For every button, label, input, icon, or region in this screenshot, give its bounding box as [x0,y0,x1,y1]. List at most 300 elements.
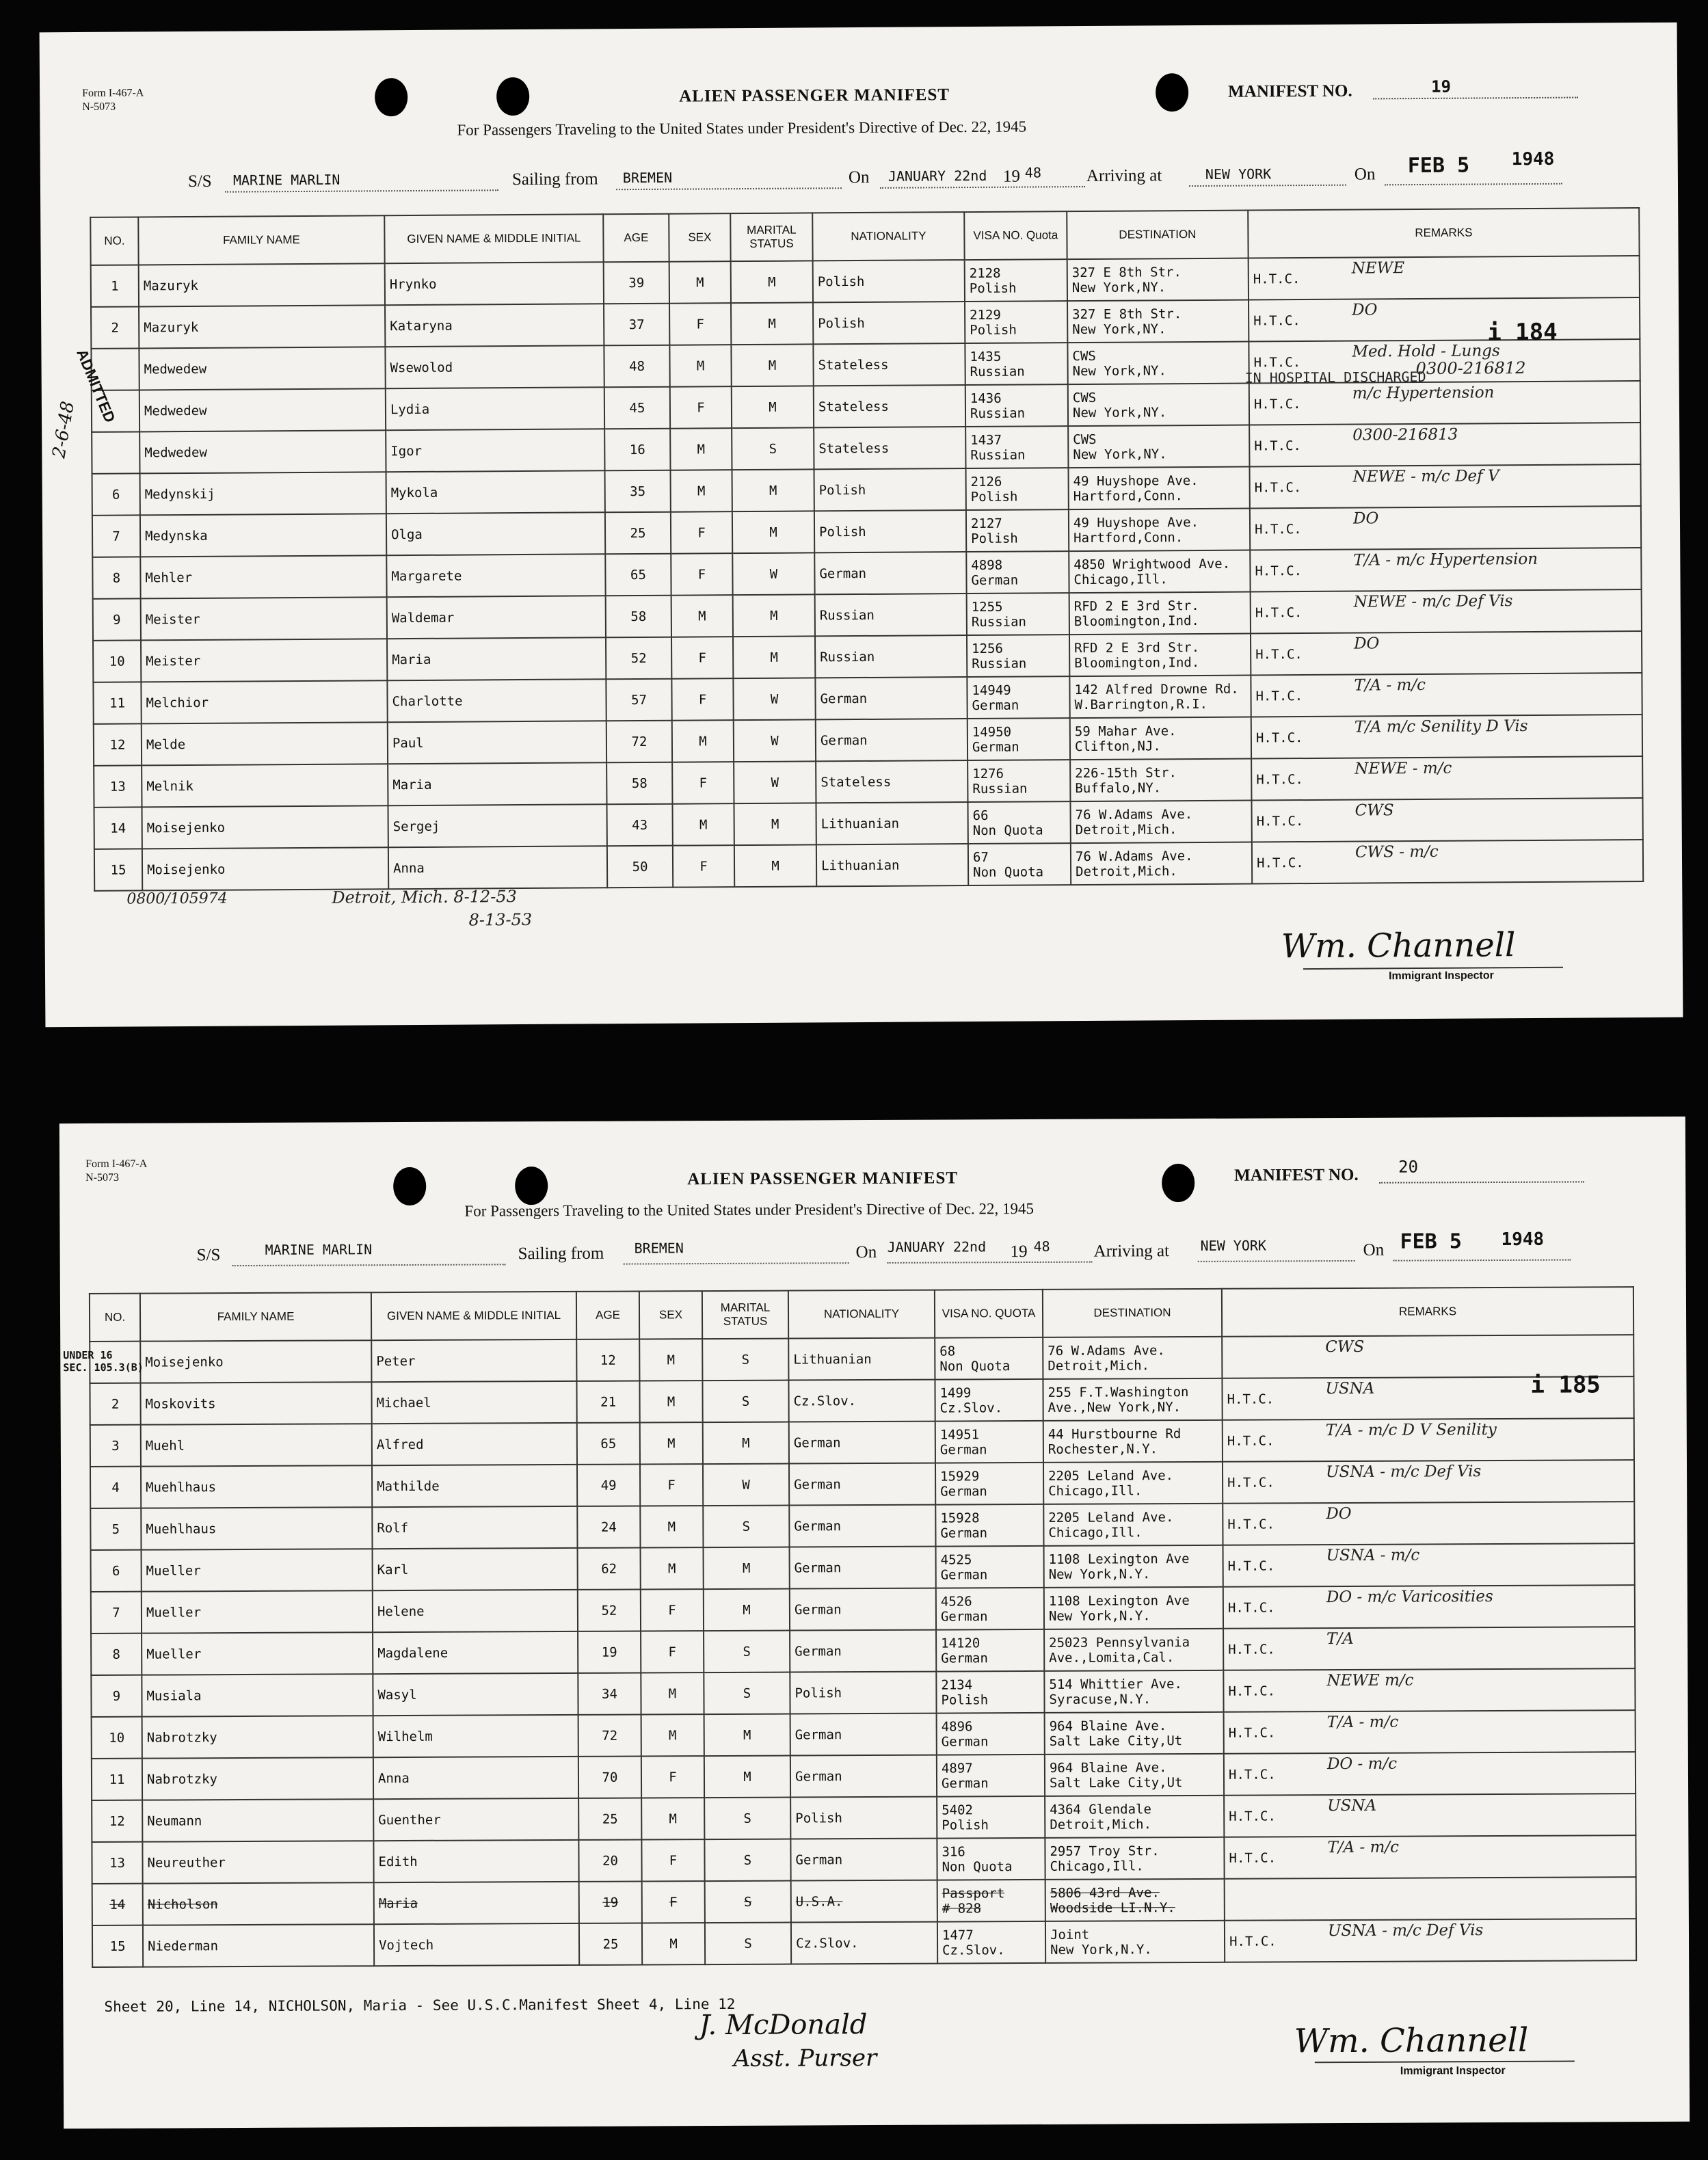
given-name: Karl [373,1548,578,1590]
visa-number: Passport # 828 [937,1880,1045,1922]
row-number: 13 [92,1842,142,1884]
arrival-underline [1198,1260,1355,1262]
remark-note: CWS [1355,801,1394,820]
age: 58 [606,596,671,638]
nationality: Stateless [816,760,968,803]
destination: 964 Blaine Ave. Salt Lake City,Ut [1045,1712,1224,1755]
age: 57 [606,679,671,721]
marital-status: M [731,302,813,345]
remark-note: T/A - m/c D V Senility [1325,1421,1497,1440]
age: 49 [577,1464,640,1506]
sex: F [641,1631,704,1672]
remarks [1249,256,1640,299]
nationality: Polish [813,302,965,344]
remark-note: USNA [1327,1796,1377,1815]
row-number: 3 [90,1425,141,1467]
destination: 2205 Leland Ave. Chicago,Ill. [1043,1504,1223,1546]
marital-status: S [702,1339,788,1381]
htc-mark: H.T.C. [1227,1432,1275,1449]
header-family-name: FAMILY NAME [140,1292,371,1341]
age: 52 [578,1589,641,1631]
destination: Joint New York,N.Y. [1045,1921,1225,1963]
htc-mark: H.T.C. [1255,688,1303,704]
sex: M [672,803,734,846]
marital-status: W [734,719,816,762]
htc-mark: H.T.C. [1256,771,1303,787]
htc-mark: H.T.C. [1255,730,1303,745]
remark-note: T/A - m/c [1326,1713,1399,1732]
header-remarks: REMARKS [1248,208,1639,258]
destination: 76 W.Adams Ave. Detroit,Mich. [1071,842,1252,885]
age: 52 [606,637,671,680]
given-name: Wilhelm [373,1715,578,1757]
destination: CWS New York,NY. [1067,342,1249,385]
given-name: Margarete [386,554,605,597]
sex: F [641,1589,704,1631]
family-name: Melde [142,722,388,765]
nationality: Cz.Slov. [791,1922,937,1964]
sailing-year: 48 [1024,164,1042,181]
given-name: Vojtech [374,1923,579,1966]
sailing-date: JANUARY 22nd [887,1238,987,1255]
given-name: Peter [371,1339,576,1382]
nationality: German [790,1714,937,1756]
arrival-date-underline [1393,1259,1571,1262]
htc-mark: H.T.C. [1253,396,1301,412]
remarks [1251,756,1642,800]
manifest-number: 20 [1398,1157,1419,1177]
remarks [1249,297,1640,341]
visa-number: 14950 German [968,718,1070,760]
nationality: German [790,1588,936,1631]
given-name: Anna [373,1757,578,1799]
family-name: Mazuryk [139,263,385,306]
remarks [1249,381,1640,425]
age: 25 [578,1798,641,1839]
remarks [1249,464,1640,508]
purser-signature: J. McDonald [699,2009,868,2042]
row-number: 12 [94,723,142,765]
age: 35 [605,470,671,513]
family-name: Medynskij [140,472,386,515]
remark-note: Med. Hold - Lungs [1352,342,1500,361]
sex: M [640,1422,703,1464]
punch-hole [1162,1164,1195,1202]
punch-hole [1156,73,1188,111]
admission-date-note: 2-6-48 [49,399,79,460]
htc-mark: H.T.C. [1229,1808,1276,1824]
visa-number: 67 Non Quota [968,843,1071,885]
header-visa: VISA NO. QUOTA [935,1290,1043,1338]
punch-hole [515,1166,548,1205]
ship-label: S/S [187,172,212,191]
passenger-table [90,207,1644,892]
destination: RFD 2 E 3rd Str. Bloomington,Ind. [1069,634,1251,677]
nationality: Polish [790,1672,936,1714]
marital-status: M [704,1547,790,1590]
remark-note: DO [1326,1504,1352,1523]
manifest-sheet-19 [40,23,1683,1028]
row-number: 2 [91,306,139,348]
destination: 4850 Wrightwood Ave. Chicago,Ill. [1069,550,1250,594]
sailing-underline [616,187,842,190]
header-visa: VISA NO. Quota [964,211,1067,260]
ship-name: MARINE MARLIN [232,171,341,189]
htc-mark: H.T.C. [1227,1516,1275,1532]
given-name: Paul [388,721,606,764]
given-name: Olga [386,512,605,555]
given-name: Mathilde [372,1465,577,1507]
remark-note: USNA [1325,1379,1375,1398]
destination: 1108 Lexington Ave New York,N.Y. [1044,1545,1223,1588]
nationality: Polish [813,260,965,302]
htc-mark: H.T.C. [1255,646,1303,662]
htc-mark: H.T.C. [1229,1850,1277,1866]
signature-line [1303,967,1563,970]
table-row [91,1668,1635,1717]
family-name: Nabrotzky [142,1716,373,1758]
marital-status: M [704,1756,790,1798]
row-number: 6 [92,473,140,515]
nationality: U.S.A. [791,1880,937,1923]
detroit-note: Detroit, Mich. 8-12-53 [332,887,517,907]
ship-underline [232,1264,506,1266]
given-name: Michael [371,1381,576,1424]
voyage-line [40,148,1678,197]
table-row [94,840,1643,891]
marital-status: M [732,469,814,511]
family-name: Muehlhaus [141,1465,372,1508]
nationality: Stateless [814,385,965,427]
age: 19 [578,1631,641,1672]
htc-mark: H.T.C. [1256,813,1304,829]
arrival-year-stamp: 1948 [1511,148,1555,170]
arrival-date-label: On [1354,165,1376,184]
nationality: German [816,719,968,761]
row-number: 15 [94,849,142,890]
age: 12 [576,1339,639,1381]
age: 34 [578,1672,641,1714]
destination: CWS New York,NY. [1068,425,1249,468]
inspector-label: Immigrant Inspector [1400,2064,1506,2077]
marital-status: S [703,1506,789,1548]
date-note: 8-13-53 [468,909,533,930]
family-name: Neumann [142,1799,373,1841]
file-number-note: 0800/105974 [126,890,228,908]
remarks [1251,715,1642,758]
arrival-date-stamp: FEB 5 [1400,1229,1462,1254]
remark-note: 0300-216813 [1352,425,1458,444]
row-number: 1 [91,265,139,306]
age: 65 [577,1422,640,1464]
family-name: Meister [141,597,387,640]
remarks [1251,798,1642,842]
htc-mark: H.T.C. [1253,312,1300,328]
remarks [1251,631,1642,675]
nationality: Stateless [813,343,965,386]
row-number: 4 [90,1467,141,1508]
page-number: i 184 [1487,318,1558,347]
year-prefix: 19 [1010,1242,1028,1262]
marital-status: M [734,803,816,845]
marital-status: W [732,552,814,595]
nationality: German [814,552,966,594]
nationality: Polish [790,1797,937,1839]
header-sex: SEX [669,213,730,262]
visa-number: 15928 German [935,1504,1043,1547]
nationality: Lithuanian [788,1338,935,1381]
age: 39 [604,262,669,304]
row-number: 7 [91,1592,142,1634]
manifest-subtitle: For Passengers Traveling to the United States under President's Directive of Dec. 22, 1945 [464,1199,1035,1220]
destination: 2957 Troy Str. Chicago,Ill. [1045,1837,1224,1880]
header-family-name: FAMILY NAME [138,215,384,265]
manifest-number: 19 [1431,77,1452,96]
sailing-date-label: On [855,1242,877,1262]
table-row [92,1710,1636,1759]
visa-number: 1499 Cz.Slov. [935,1379,1043,1422]
remarks [1223,1668,1635,1712]
family-name: Medwedew [139,388,386,431]
table-row [92,1752,1636,1800]
given-name: Maria [387,637,606,680]
destination: 1108 Lexington Ave New York,N.Y. [1044,1587,1223,1629]
sailing-date: JANUARY 22nd [888,167,987,185]
visa-number: 4526 German [936,1588,1044,1630]
age: 25 [579,1923,642,1964]
htc-mark: H.T.C. [1228,1641,1275,1657]
row-number: 10 [92,1717,142,1759]
destination: 76 W.Adams Ave. Detroit,Mich. [1043,1337,1222,1379]
nationality: German [790,1755,937,1798]
remarks [1250,548,1641,591]
visa-number: 2126 Polish [965,468,1068,510]
row-number: 15 [92,1925,143,1967]
sex: F [671,637,733,679]
remarks [1223,1418,1634,1462]
table-row [90,1418,1634,1467]
visa-number: 5402 Polish [937,1796,1045,1839]
arrival-year-stamp: 1948 [1501,1229,1545,1250]
cert-number-note: 0300-216812 [1415,358,1526,379]
age: 16 [604,429,670,471]
signature-line [1315,2061,1575,2064]
remark-note: T/A - m/c [1327,1838,1400,1857]
nationality: Russian [815,594,967,636]
marital-status: W [733,678,815,720]
table-row [90,1335,1633,1383]
given-name: Kataryna [385,304,604,347]
marital-status: S [704,1631,790,1673]
punch-hole [375,78,408,116]
arriving-at-label: Arriving at [1086,166,1162,185]
given-name: Guenther [373,1798,578,1841]
family-name: Nabrotzky [142,1757,373,1800]
remarks [1250,506,1641,550]
form-id: Form I-467-A N-5073 [82,87,144,113]
row-number: 8 [92,557,140,598]
admitted-stamp: ADMITTED [73,346,119,425]
visa-number: 1276 Russian [968,760,1070,802]
ship-name: MARINE MARLIN [265,1241,373,1258]
remarks [1225,1919,1636,1962]
remarks [1225,1877,1636,1921]
visa-number: 15929 German [935,1463,1043,1505]
table-row [92,1835,1636,1884]
destination: 4364 Glendale Detroit,Mich. [1045,1796,1224,1838]
nationality: German [789,1505,935,1547]
manifest-number-line [1379,1181,1584,1183]
given-name: Alfred [372,1423,577,1465]
htc-mark: H.T.C. [1227,1391,1275,1407]
sex: F [669,303,731,345]
marital-status: S [702,1381,788,1423]
destination: 514 Whittier Ave. Syracuse,N.Y. [1044,1670,1223,1713]
htc-mark: H.T.C. [1227,1599,1275,1616]
remark-note: DO - m/c Varicosities [1326,1588,1493,1607]
destination: 25023 Pennsylvania Ave.,Lomita,Cal. [1044,1629,1223,1671]
nationality: German [790,1839,937,1881]
visa-number: 14120 German [936,1629,1044,1672]
family-name: Mehler [140,555,386,598]
visa-number: 1477 Cz.Slov. [937,1921,1045,1964]
visa-number: 2127 Polish [966,509,1069,552]
arrival-date-underline [1385,183,1562,186]
visa-number: 68 Non Quota [935,1337,1043,1380]
table-header [90,1287,1633,1342]
destination: 59 Mahar Ave. Clifton,NJ. [1070,717,1251,760]
sailing-from-label: Sailing from [511,170,598,189]
marital-status: M [733,636,815,678]
family-name: Neureuther [142,1841,373,1883]
age: 20 [578,1839,641,1881]
visa-number: 14951 German [935,1421,1043,1463]
given-name: Anna [388,846,607,889]
visa-number: 316 Non Quota [937,1838,1045,1880]
visa-number: 1437 Russian [965,426,1068,468]
header-given-name: GIVEN NAME & MIDDLE INITIAL [384,214,603,263]
destination: 255 F.T.Washington Ave.,New York,NY. [1043,1378,1222,1421]
visa-number: 2128 Polish [965,259,1067,302]
age: 65 [605,554,671,596]
marital-status: M [732,386,814,428]
age: 48 [604,345,669,388]
row-number [92,431,139,473]
destination: 44 Hurstbourne Rd Rochester,N.Y. [1043,1420,1223,1463]
destination: 964 Blaine Ave. Salt Lake City,Ut [1045,1754,1224,1796]
marital-status: M [732,511,814,553]
remark-note: NEWE - m/c Def Vis [1353,592,1513,611]
age: 62 [578,1547,641,1589]
destination: 5806 43rd Ave. Woodside LI.N.Y. [1045,1879,1225,1921]
family-name: Melchior [141,680,387,723]
marital-status: S [704,1798,790,1840]
row-number: 7 [92,515,140,557]
sailing-year: 48 [1033,1238,1050,1255]
remark-note: USNA - m/c [1326,1546,1420,1565]
remark-note: T/A - m/c Hypertension [1353,550,1538,570]
sex: F [642,1881,705,1923]
under-16-note: UNDER 16 SEC. 105.3(B) [63,1348,144,1374]
visa-number: 4897 German [937,1755,1045,1797]
age: 21 [576,1381,639,1422]
nationality: Stateless [814,427,965,469]
row-number: 13 [94,765,142,807]
sailing-date-label: On [848,168,870,187]
destination: 142 Alfred Drowne Rd. W.Barrington,R.I. [1069,676,1251,719]
htc-mark: H.T.C. [1254,438,1302,453]
sex: F [641,1756,704,1798]
inspector-signature: Wm. Channell [1281,926,1516,966]
given-name: Helene [373,1590,578,1632]
remarks [1224,1710,1636,1754]
table-row [91,1543,1635,1592]
punch-hole [496,77,529,116]
remark-note: T/A m/c Senility D Vis [1354,717,1528,736]
header-age: AGE [576,1291,639,1339]
sex: F [671,511,732,554]
header-nationality: NATIONALITY [788,1290,935,1339]
page-number: i 185 [1530,1371,1601,1399]
manifest-subtitle: For Passengers Traveling to the United States under President's Directive of Dec. 22, 1945 [457,118,1027,139]
given-name: Magdalene [373,1631,578,1674]
family-name: Moisejenko [140,1340,371,1383]
row-number: 14 [94,807,142,849]
remarks [1223,1585,1635,1629]
family-name: Mueller [142,1632,373,1675]
arrival-port: NEW YORK [1205,165,1272,183]
htc-mark: H.T.C. [1255,563,1303,578]
marital-status: M [704,1589,790,1631]
visa-number: 2129 Polish [965,301,1067,343]
age: 72 [606,721,672,763]
given-name: Hrynko [385,262,604,305]
visa-number: 4898 German [966,551,1069,594]
sex: F [673,845,734,888]
manifest-number-line [1373,97,1578,100]
age: 50 [607,846,673,888]
inspector-signature: Wm. Channell [1294,2021,1529,2061]
nationality: Polish [814,468,966,511]
given-name: Charlotte [387,679,606,722]
remarks [1224,1794,1636,1837]
punch-hole [393,1167,426,1205]
marital-status: S [705,1881,791,1923]
year-prefix: 19 [1002,167,1020,186]
given-name: Lydia [386,387,604,430]
remark-note: CWS - m/c [1355,842,1439,862]
sailing-underline [624,1262,849,1264]
remarks [1249,423,1640,466]
sailing-from-port: BREMEN [622,169,673,187]
given-name: Igor [386,429,604,472]
nationality: Cz.Slov. [788,1380,935,1422]
remarks [1251,673,1642,717]
family-name: Moisejenko [142,805,388,849]
nationality: Lithuanian [816,802,968,844]
purser-title: Asst. Purser [733,2044,877,2072]
date-underline [880,186,1085,189]
manifest-title: ALIEN PASSENGER MANIFEST [687,1169,959,1189]
remark-note: DO [1353,635,1380,653]
remark-note: USNA - m/c Def Vis [1325,1463,1482,1482]
sex: M [639,1381,702,1422]
table-row [90,1460,1634,1508]
htc-mark: H.T.C. [1255,604,1303,620]
visa-number: 1435 Russian [965,343,1067,385]
table-row [91,1585,1635,1634]
age: 24 [577,1506,640,1547]
